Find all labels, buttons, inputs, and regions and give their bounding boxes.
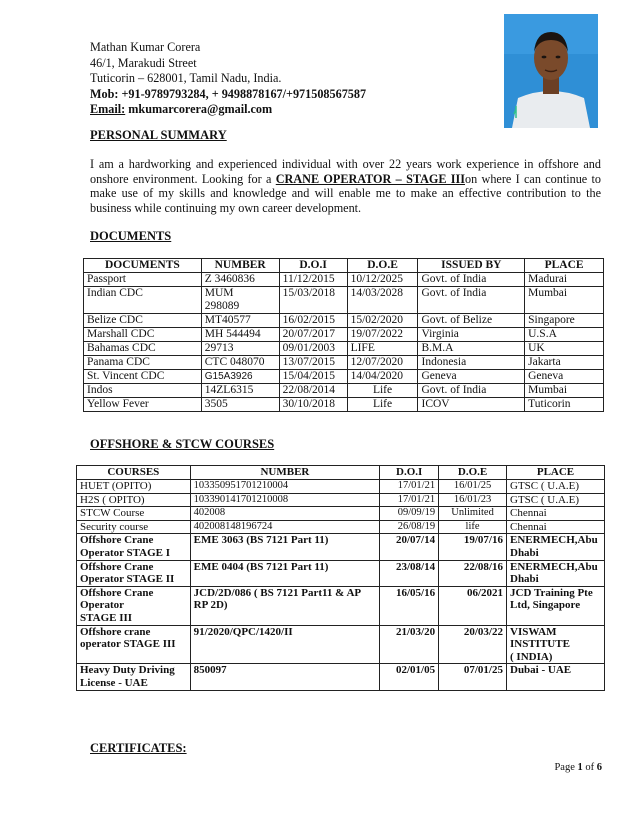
summary-highlight: CRANE OPERATOR – STAGE III [275,171,466,186]
doc-place: UK [525,342,604,356]
courses-col-doe: D.O.E [439,466,507,480]
course-place: Dubai - UAE [507,664,605,690]
doc-number: Z 3460836 [201,273,279,287]
doc-doi: 30/10/2018 [279,398,347,412]
course-name: Offshore Crane Operator STAGE I [77,534,191,560]
address-line-2: Tuticorin – 628001, Tamil Nadu, India. [90,71,282,85]
course-number: 402008148196724 [190,520,380,534]
doc-doe: Life [347,398,418,412]
certificates-heading: CERTIFICATES: [90,741,187,755]
table-row [77,534,605,560]
doc-doi: 09/01/2003 [279,342,347,356]
doc-issued-by: Geneva [418,370,525,384]
course-doi: 17/01/21 [380,493,439,507]
course-doi: 02/01/05 [380,664,439,690]
doc-place: U.S.A [525,328,604,342]
course-place: VISWAM INSTITUTE ( INDIA) [507,625,605,664]
table-row [84,287,604,314]
doc-issued-by: B.M.A [418,342,525,356]
course-place: Chennai [507,520,605,534]
personal-summary-text [90,157,601,215]
table-row [77,625,605,664]
course-place: GTSC ( U.A.E) [507,493,605,507]
doc-number: 3505 [201,398,279,412]
course-doi: 17/01/21 [380,480,439,494]
doc-type: Bahamas CDC [84,342,202,356]
course-number: 103350951701210004 [190,480,380,494]
documents-col-documents: DOCUMENTS [84,259,202,273]
documents-table [83,258,604,412]
doc-doi: 20/07/2017 [279,328,347,342]
courses-table [76,465,605,691]
person-photo-icon [504,14,598,128]
doc-doi: 15/03/2018 [279,287,347,314]
doc-doi: 22/08/2014 [279,384,347,398]
documents-col-issued-by: ISSUED BY [418,259,525,273]
documents-col-place: PLACE [525,259,604,273]
course-doi: 09/09/19 [380,507,439,521]
doc-type: Indos [84,384,202,398]
email-label: Email: [90,102,126,116]
course-doe: 16/01/23 [439,493,507,507]
summary-text-part-2: on where I can continue to make use of my skills and knowledge and will enable me to make an effective contribution to the business while continuing my own career development. [90,171,601,215]
table-row [84,342,604,356]
documents-col-doe: D.O.E [347,259,418,273]
table-row [77,586,605,625]
doc-doe: 14/04/2020 [347,370,418,384]
doc-number: MT40577 [201,314,279,328]
doc-doe: 15/02/2020 [347,314,418,328]
documents-heading: DOCUMENTS [90,229,172,243]
courses-col-number: NUMBER [190,466,380,480]
table-row [84,384,604,398]
course-name: Offshore Crane Operator STAGE III [77,586,191,625]
doc-number: 14ZL6315 [201,384,279,398]
course-doe: 22/08/16 [439,560,507,586]
page-total: 6 [596,762,602,773]
courses-header-row [77,466,605,480]
doc-doi: 16/02/2015 [279,314,347,328]
doc-doi: 11/12/2015 [279,273,347,287]
course-doi: 16/05/16 [380,586,439,625]
mobile-numbers: Mob: +91-9789793284, + 9498878167/+971508567587 [90,86,367,101]
table-row [77,507,605,521]
courses-table-body [77,480,605,691]
doc-place: Mumbai [525,287,604,314]
email-line [90,102,366,118]
page-number: 1 [577,762,583,773]
course-doe: 16/01/25 [439,480,507,494]
doc-number: G15A3926 [201,370,279,384]
doc-doe: 10/12/2025 [347,273,418,287]
course-doi: 20/07/14 [380,534,439,560]
course-place: JCD Training Pte Ltd, Singapore [507,586,605,625]
course-doi: 23/08/14 [380,560,439,586]
doc-number: MH 544494 [201,328,279,342]
courses-col-place: PLACE [507,466,605,480]
doc-doe: 12/07/2020 [347,356,418,370]
course-doe: 06/2021 [439,586,507,625]
doc-place: Mumbai [525,384,604,398]
course-number: 850097 [190,664,380,690]
course-name: STCW Course [77,507,191,521]
doc-number: CTC 048070 [201,356,279,370]
photo-shirt [512,91,590,128]
table-row [77,664,605,690]
course-number: 103390141701210008 [190,493,380,507]
doc-place: Tuticorin [525,398,604,412]
doc-issued-by: Indonesia [418,356,525,370]
page-of: of [582,762,597,773]
documents-col-number: NUMBER [201,259,279,273]
course-place: ENERMECH,Abu Dhabi [507,534,605,560]
doc-issued-by: Virginia [418,328,525,342]
page-label: Page [554,762,578,773]
doc-doe: 14/03/2028 [347,287,418,314]
course-place: GTSC ( U.A.E) [507,480,605,494]
course-name: Heavy Duty Driving License - UAE [77,664,191,690]
course-doe: life [439,520,507,534]
courses-col-doi: D.O.I [380,466,439,480]
documents-col-doi: D.O.I [279,259,347,273]
candidate-name: Mathan Kumar Corera [90,40,201,54]
doc-type: Panama CDC [84,356,202,370]
table-row [84,314,604,328]
table-row [77,480,605,494]
course-doe: 20/03/22 [439,625,507,664]
table-row [84,398,604,412]
email-address[interactable]: mkumarcorera@gmail.com [125,102,273,116]
profile-photo [504,14,598,128]
doc-doi: 13/07/2015 [279,356,347,370]
courses-heading: OFFSHORE & STCW COURSES [90,437,275,451]
doc-type: Passport [84,273,202,287]
course-number: 402008 [190,507,380,521]
course-place: ENERMECH,Abu Dhabi [507,560,605,586]
course-number: 91/2020/QPC/1420/II [190,625,380,664]
table-row [84,370,604,384]
table-row [84,273,604,287]
table-row [77,493,605,507]
course-doe: 07/01/25 [439,664,507,690]
doc-issued-by: Govt. of India [418,273,525,287]
documents-table-body [84,273,604,412]
course-doi: 21/03/20 [380,625,439,664]
doc-number: MUM 298089 [201,287,279,314]
doc-type: Yellow Fever [84,398,202,412]
doc-type: Indian CDC [84,287,202,314]
personal-summary-heading: PERSONAL SUMMARY [90,128,227,142]
doc-issued-by: Govt. of India [418,384,525,398]
course-place: Chennai [507,507,605,521]
doc-type: St. Vincent CDC [84,370,202,384]
course-name: Offshore crane operator STAGE III [77,625,191,664]
course-name: HUET (OPITO) [77,480,191,494]
doc-place: Jakarta [525,356,604,370]
course-doi: 26/08/19 [380,520,439,534]
doc-place: Geneva [525,370,604,384]
course-number: EME 0404 (BS 7121 Part 11) [190,560,380,586]
doc-doe: 19/07/2022 [347,328,418,342]
contact-block [90,40,366,118]
doc-type: Marshall CDC [84,328,202,342]
course-name: Security course [77,520,191,534]
course-name: H2S ( OPITO) [77,493,191,507]
course-number: EME 3063 (BS 7121 Part 11) [190,534,380,560]
doc-number: 29713 [201,342,279,356]
doc-doi: 15/04/2015 [279,370,347,384]
table-row [77,520,605,534]
summary-text-part-1: I am a hardworking and experienced individual with over 22 years work experience in offshore and onshore environment. Looking for a [90,157,601,186]
course-doe: 19/07/16 [439,534,507,560]
table-row [77,560,605,586]
documents-header-row [84,259,604,273]
doc-issued-by: Govt. of Belize [418,314,525,328]
course-number: JCD/2D/086 ( BS 7121 Part11 & AP RP 2D) [190,586,380,625]
table-row [84,328,604,342]
doc-place: Singapore [525,314,604,328]
doc-issued-by: ICOV [418,398,525,412]
doc-doe: Life [347,384,418,398]
doc-place: Madurai [525,273,604,287]
course-doe: Unlimited [439,507,507,521]
page-footer [554,762,602,773]
doc-type: Belize CDC [84,314,202,328]
doc-doe: LIFE [347,342,418,356]
table-row [84,356,604,370]
course-name: Offshore Crane Operator STAGE II [77,560,191,586]
courses-col-courses: COURSES [77,466,191,480]
address-line-1: 46/1, Marakudi Street [90,55,197,70]
doc-issued-by: Govt. of India [418,287,525,314]
